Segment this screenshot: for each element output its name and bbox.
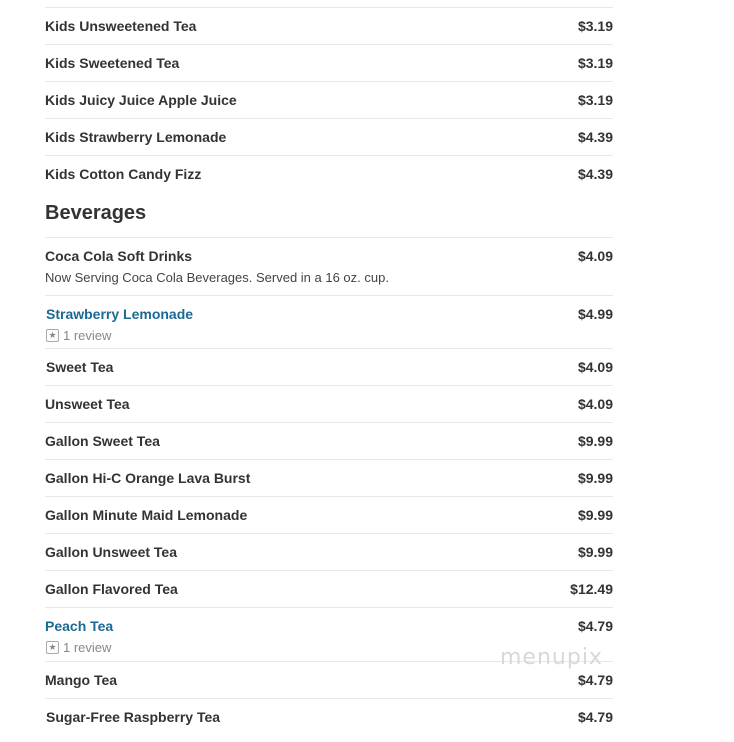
item-price: $4.09 bbox=[577, 359, 613, 375]
item-price: $9.99 bbox=[577, 544, 613, 560]
menu-item bbox=[45, 44, 613, 81]
item-name: Coca Cola Soft Drinks bbox=[45, 248, 193, 264]
item-price: $9.99 bbox=[577, 470, 613, 486]
item-name: Kids Unsweetened Tea bbox=[45, 18, 197, 34]
watermark-logo: menupix bbox=[500, 645, 603, 670]
menu-item bbox=[45, 533, 613, 570]
menu-item bbox=[45, 237, 613, 295]
section-title-beverages bbox=[45, 192, 613, 237]
item-price: $4.99 bbox=[577, 306, 613, 322]
item-name: Sugar-Free Raspberry Tea bbox=[46, 709, 221, 725]
review-link[interactable] bbox=[46, 328, 111, 343]
item-name: Kids Juicy Juice Apple Juice bbox=[45, 92, 237, 108]
item-name: Mango Tea bbox=[45, 672, 118, 688]
item-price: $4.39 bbox=[577, 129, 613, 145]
item-name: Gallon Hi-C Orange Lava Burst bbox=[45, 470, 251, 486]
item-price: $4.09 bbox=[577, 248, 613, 264]
item-name-link[interactable]: Peach Tea bbox=[45, 618, 114, 634]
item-name: Gallon Unsweet Tea bbox=[45, 544, 177, 560]
menu-item bbox=[45, 496, 613, 533]
review-count: 1 review bbox=[63, 640, 112, 655]
item-price: $9.99 bbox=[577, 433, 613, 449]
star-icon: ★ bbox=[46, 641, 59, 654]
menu-item bbox=[45, 698, 613, 735]
item-name: Gallon Minute Maid Lemonade bbox=[45, 507, 248, 523]
star-icon: ★ bbox=[46, 329, 59, 342]
item-name: Unsweet Tea bbox=[45, 396, 130, 412]
menu-item bbox=[45, 385, 613, 422]
menu-item bbox=[45, 459, 613, 496]
review-link[interactable] bbox=[46, 640, 111, 655]
item-price: $4.79 bbox=[577, 672, 613, 688]
item-price: $4.79 bbox=[577, 709, 613, 725]
item-price: $4.79 bbox=[577, 618, 613, 634]
menu-item bbox=[45, 570, 613, 607]
item-description: Now Serving Coca Cola Beverages. Served in a 16 oz. cup. bbox=[45, 270, 389, 285]
item-name: Kids Strawberry Lemonade bbox=[45, 129, 227, 145]
item-name: Gallon Flavored Tea bbox=[45, 581, 178, 597]
menu-item bbox=[45, 422, 613, 459]
item-price: $3.19 bbox=[577, 55, 613, 71]
item-price: $4.39 bbox=[577, 166, 613, 182]
top-spacer bbox=[45, 0, 613, 7]
item-name: Kids Sweetened Tea bbox=[45, 55, 180, 71]
item-price: $3.19 bbox=[577, 92, 613, 108]
item-price: $3.19 bbox=[577, 18, 613, 34]
menu-item bbox=[45, 348, 613, 385]
item-name: Kids Cotton Candy Fizz bbox=[45, 166, 202, 182]
menu-list bbox=[45, 0, 613, 735]
item-price: $4.09 bbox=[577, 396, 613, 412]
item-name: Gallon Sweet Tea bbox=[45, 433, 160, 449]
item-name-link[interactable]: Strawberry Lemonade bbox=[46, 306, 194, 322]
item-price: $9.99 bbox=[577, 507, 613, 523]
menu-item bbox=[45, 81, 613, 118]
item-name: Sweet Tea bbox=[46, 359, 114, 375]
review-count: 1 review bbox=[63, 328, 112, 343]
section-title: Beverages bbox=[45, 202, 147, 224]
menu-item bbox=[45, 7, 613, 44]
menu-item bbox=[45, 118, 613, 155]
menu-item bbox=[45, 295, 613, 348]
menu-item bbox=[45, 155, 613, 192]
item-price: $12.49 bbox=[570, 581, 613, 597]
